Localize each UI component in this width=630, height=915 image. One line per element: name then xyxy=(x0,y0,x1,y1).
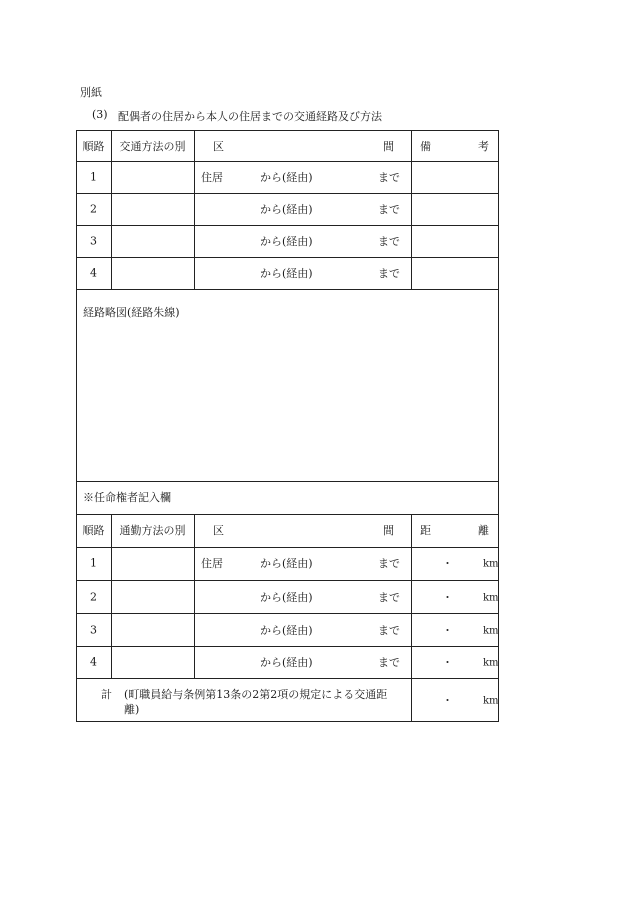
t1-header-order: 順路 xyxy=(82,140,105,153)
attachment-label: 別紙 xyxy=(80,86,102,99)
t1-row-no: 4 xyxy=(90,266,97,280)
appointer-section-label: ※任命権者記入欄 xyxy=(83,491,171,504)
t1-row-no: 3 xyxy=(90,234,97,248)
t2-row-decimal-dot: ・ xyxy=(442,591,453,604)
t1-row-via: から(経由) xyxy=(260,267,313,280)
t2-row-unit: km xyxy=(483,592,499,604)
t2-header-section-left: 区 xyxy=(213,524,224,537)
t1-row-until: まで xyxy=(378,171,400,184)
t1-header-remarks-left: 備 xyxy=(420,140,431,153)
t1-row-no: 2 xyxy=(90,202,97,216)
t2-row-no: 3 xyxy=(90,623,97,637)
t2-header-order: 順路 xyxy=(82,524,105,537)
t1-row-via: から(経由) xyxy=(260,203,313,216)
total-unit: km xyxy=(483,695,499,707)
t2-row-until: まで xyxy=(378,591,400,604)
t2-row-until: まで xyxy=(378,624,400,637)
t2-header-distance-left: 距 xyxy=(420,524,431,537)
t1-header-section-left: 区 xyxy=(213,140,224,153)
t2-row-until: まで xyxy=(378,557,400,570)
t1-row-start: 住居 xyxy=(201,171,223,184)
t1-header-section-right: 間 xyxy=(383,140,394,153)
t2-row-via: から(経由) xyxy=(260,557,313,570)
t1-row-via: から(経由) xyxy=(260,235,313,248)
t1-row-until: まで xyxy=(378,235,400,248)
t2-row-via: から(経由) xyxy=(260,591,313,604)
t2-row-no: 2 xyxy=(90,590,97,604)
t2-header-section-right: 間 xyxy=(383,524,394,537)
page-title: 配偶者の住居から本人の住居までの交通経路及び方法 xyxy=(118,110,382,123)
t1-header-method: 交通方法の別 xyxy=(119,140,186,153)
total-label: 計 xyxy=(101,688,112,701)
t1-row-no: 1 xyxy=(90,170,97,184)
t2-row-decimal-dot: ・ xyxy=(442,557,453,570)
total-note: (町職員給与条例第13条の2第2項の規定による交通距 xyxy=(124,688,388,701)
t2-row-start: 住居 xyxy=(201,557,223,570)
section-number: (3) xyxy=(92,108,108,121)
t2-row-until: まで xyxy=(378,656,400,669)
t2-row-unit: km xyxy=(483,657,499,669)
t1-row-via: から(経由) xyxy=(260,171,313,184)
t2-row-unit: km xyxy=(483,625,499,637)
t2-header-method: 通勤方法の別 xyxy=(119,524,186,537)
t1-row-until: まで xyxy=(378,203,400,216)
t2-row-decimal-dot: ・ xyxy=(442,624,453,637)
route-map-label: 経路略図(経路朱線) xyxy=(83,306,180,319)
total-decimal-dot: ・ xyxy=(442,694,453,707)
t2-header-distance-right: 離 xyxy=(478,524,489,537)
t2-row-via: から(経由) xyxy=(260,624,313,637)
total-note-cont: 離) xyxy=(124,703,140,716)
t1-header-remarks-right: 考 xyxy=(478,140,489,153)
t2-row-via: から(経由) xyxy=(260,656,313,669)
t2-row-no: 1 xyxy=(90,556,97,570)
t2-row-decimal-dot: ・ xyxy=(442,656,453,669)
t2-row-unit: km xyxy=(483,558,499,570)
t1-row-until: まで xyxy=(378,267,400,280)
t2-row-no: 4 xyxy=(90,655,97,669)
